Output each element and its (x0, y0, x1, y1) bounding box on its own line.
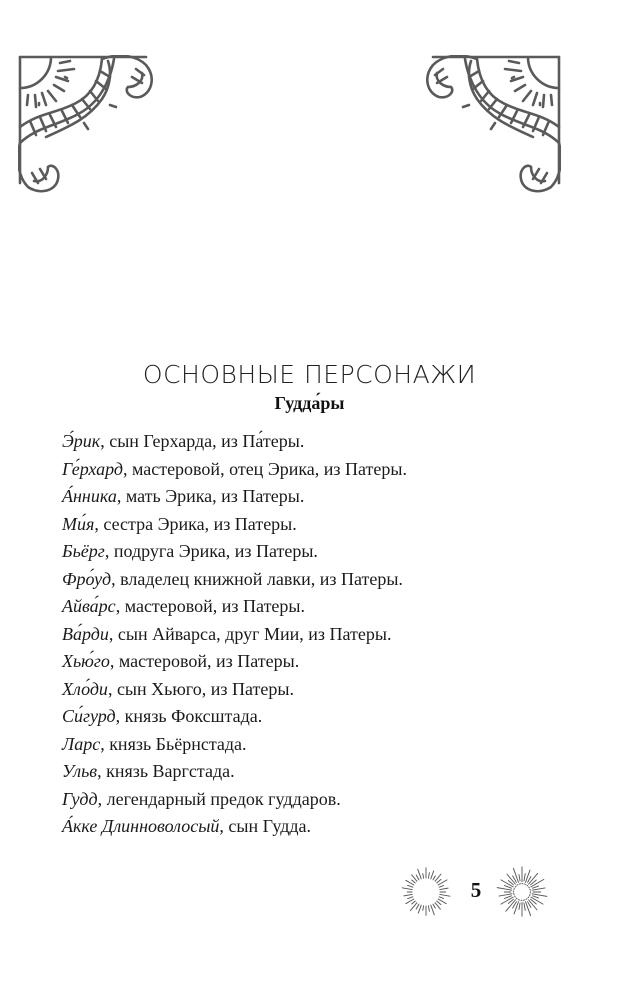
character-name: Айва́рс (62, 596, 116, 616)
character-name: А́кке Длинноволосый (62, 816, 220, 836)
character-name: Ва́рди (62, 623, 109, 644)
character-name: Бьёрг (62, 541, 105, 561)
page-title: ОСНОВНЫЕ ПЕРСОНАЖИ (142, 359, 477, 389)
character-name: Хью́го (62, 651, 110, 671)
list-item (62, 648, 522, 676)
character-name: А́нника (62, 486, 117, 506)
character-name: Ларс (62, 733, 101, 754)
list-item (62, 538, 522, 566)
character-description: , мать Эрика, из Патеры. (116, 486, 305, 506)
character-name: Э́рик (62, 431, 101, 451)
list-item (62, 758, 522, 786)
list-item (62, 676, 522, 704)
character-name: Хло́ди (62, 678, 108, 699)
list-item (62, 428, 522, 456)
list-item (62, 731, 522, 759)
character-name: Си́гурд (62, 706, 116, 726)
corner-ornament-left-icon (18, 55, 158, 195)
character-description: , легендарный предок гуддаров. (97, 788, 341, 809)
character-description: , мастеровой, отец Эрика, из Патеры. (122, 458, 408, 479)
page-number: 5 (470, 878, 482, 902)
character-description: , владелец книжной лавки, из Патеры. (111, 568, 403, 589)
list-item (62, 483, 522, 511)
sunburst-icon (398, 864, 454, 920)
list-item (62, 786, 522, 814)
section-heading: Гудда́ры (274, 393, 345, 413)
list-item (62, 566, 522, 594)
character-description: , сестра Эрика, из Патеры. (94, 513, 297, 534)
page-folio (398, 862, 553, 922)
list-item (62, 593, 522, 621)
character-description: , сын Айварса, друг Мии, из Патеры. (108, 623, 392, 644)
character-name: Ге́рхард (62, 458, 123, 479)
character-description: , мастеровой, из Патеры. (109, 651, 300, 671)
list-item (62, 511, 522, 539)
character-name: Гудд (62, 788, 98, 809)
sunburst-icon (494, 864, 550, 920)
list-item (62, 813, 522, 841)
list-item (62, 621, 522, 649)
character-description: , сын Герхарда, из Па́теры. (100, 431, 305, 451)
character-description: , сын Гудда. (219, 816, 312, 836)
corner-ornament-right-icon (421, 55, 561, 195)
character-name: Фро́уд (62, 568, 112, 589)
character-description: , князь Фоксштада. (115, 706, 263, 726)
character-list (62, 428, 522, 841)
character-description: , князь Бьёрнстада. (100, 733, 247, 754)
character-description: , мастеровой, из Патеры. (115, 596, 306, 616)
character-name: Ульв (62, 761, 98, 781)
list-item (62, 456, 522, 484)
character-name: Ми́я (62, 513, 95, 534)
character-description: , сын Хьюго, из Патеры. (107, 678, 294, 699)
character-description: , князь Варгстада. (97, 761, 235, 781)
list-item (62, 703, 522, 731)
character-description: , подруга Эрика, из Патеры. (104, 541, 318, 561)
